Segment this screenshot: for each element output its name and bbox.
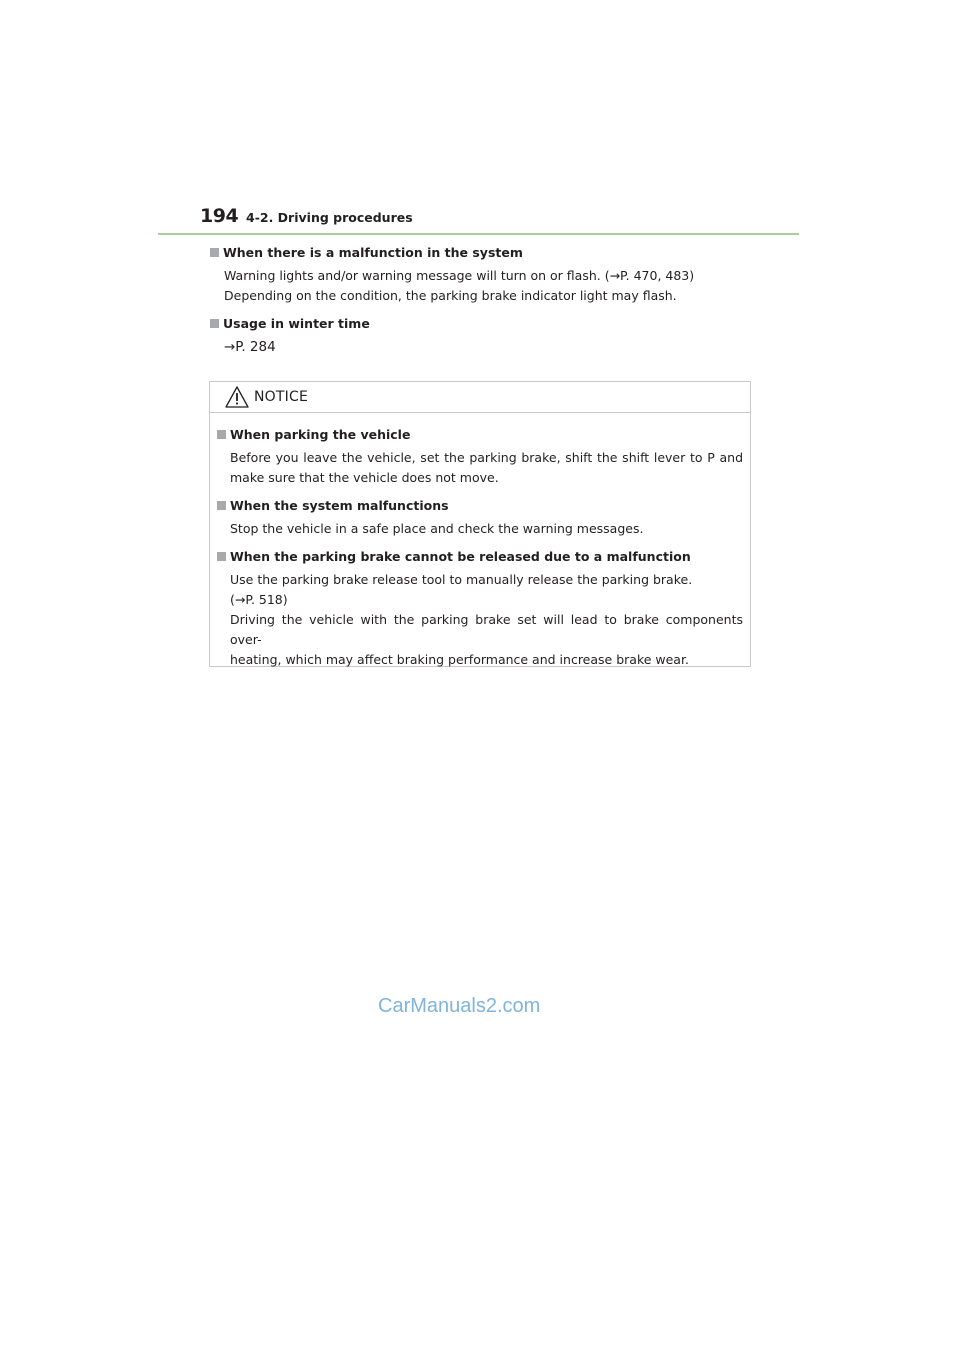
bullet-square-icon — [217, 501, 226, 510]
notice-item-parking — [217, 427, 743, 488]
body-line: Warning lights and/or warning message will turn on or flash. (→P. 470, 483) — [224, 268, 695, 283]
notice-header — [210, 382, 750, 413]
notice-title: NOTICE — [254, 389, 308, 405]
notice-item-heading: When the parking brake cannot be released due to a malfunction — [217, 549, 743, 564]
section-malfunction — [210, 245, 770, 306]
notice-item-body — [230, 448, 743, 488]
bullet-square-icon — [217, 430, 226, 439]
notice-item-body — [230, 570, 743, 670]
section-title: 4-2. Driving procedures — [246, 210, 413, 225]
page-reference: →P. 284 — [224, 339, 276, 355]
bullet-square-icon — [210, 248, 219, 257]
body-line: heating, which may affect braking performance and increase brake wear. — [230, 652, 689, 667]
body-line: Driving the vehicle with the parking brake set will lead to brake components over- — [230, 612, 743, 647]
body-line: make sure that the vehicle does not move. — [230, 470, 499, 485]
section-body — [224, 266, 770, 306]
watermark-text: CarManuals2.com — [378, 995, 541, 1017]
bullet-square-icon — [210, 319, 219, 328]
notice-item-malfunction — [217, 498, 743, 539]
notice-item-body — [230, 519, 743, 539]
header-divider — [158, 233, 799, 235]
body-line: Stop the vehicle in a safe place and check the warning messages. — [230, 521, 644, 536]
notice-box — [209, 381, 751, 667]
section-heading: Usage in winter time — [210, 316, 770, 331]
body-line: Depending on the condition, the parking brake indicator light may flash. — [224, 288, 677, 303]
body-line: (→P. 518) — [230, 592, 288, 607]
bullet-square-icon — [217, 552, 226, 561]
page-header — [200, 205, 800, 235]
notice-item-release — [217, 549, 743, 670]
page-number: 194 — [200, 205, 239, 227]
section-heading: When there is a malfunction in the system — [210, 245, 770, 260]
notice-item-heading: When the system malfunctions — [217, 498, 743, 513]
notice-item-heading: When parking the vehicle — [217, 427, 743, 442]
section-winter — [210, 316, 770, 355]
warning-triangle-icon — [225, 386, 249, 408]
body-line: Before you leave the vehicle, set the parking brake, shift the shift lever to P and — [230, 450, 743, 465]
body-line: Use the parking brake release tool to manually release the parking brake. — [230, 572, 693, 587]
